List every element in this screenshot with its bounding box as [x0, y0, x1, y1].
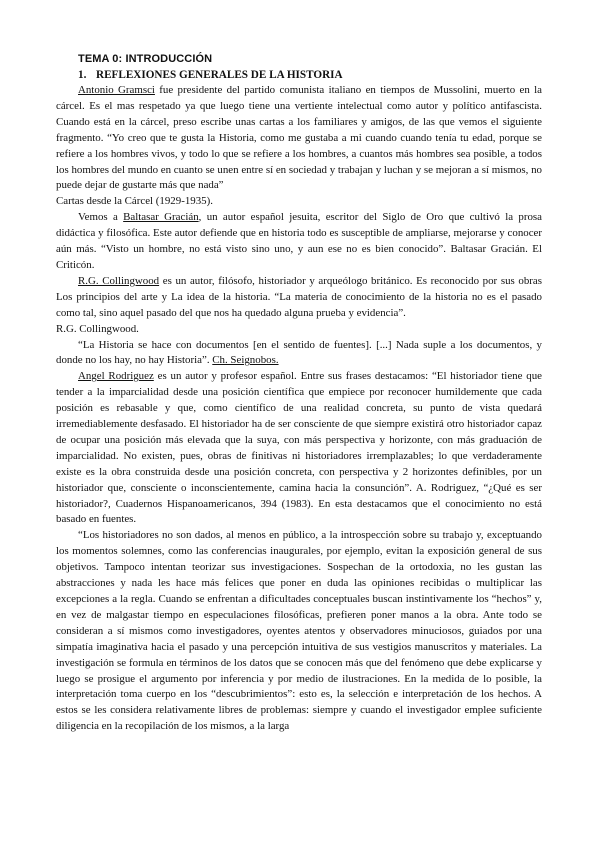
paragraph-gramsci — [56, 83, 542, 194]
paragraph-gracian — [56, 210, 542, 274]
paragraph-historians-quote: “Los historiadores no son dados, al menos en público, a la introspección sobre su trabajo y, exceptuando los momentos solemnes, como las conferencias inaugurales, por ejemplo, evitan la exposición general de sus objetivos. Tampoco intentan teorizar sus investigaciones. Sospechan de la ortodoxia, no les gustan las abstracciones y nada les hace más felices que poner en duda las opiniones recibidas o multiplicar las excepciones a la regla. Cuando se enfrentan a dificultades conceptuales buscan instintivamente los “hechos” y, en vez de malgastar tiempo en especulaciones filosóficas, prefieren poner manos a la obra. Ante todo se consideran a sí mismos como investigadores, oyentes atentos y observadores minuciosos, guiados por una simpatía imaginativa hacia el pasado y una percepción intuitiva de sus vestigios manuscritos y materiales. La investigación se formula en términos de los datos que se conocen más que del fenómeno que debe explicarse y luego se prosigue el argumento por inferencia y por medio de ilustraciones. En la medida de lo posible, la interpretación toma cuerpo en los “descubrimientos”: esto es, la selección e interpretación de los hechos. A estos se les considera relativamente libres de problemas: siempre y cuando el investigador emplee suficiente diligencia en la recopilación de los mismos, a la larga — [56, 529, 542, 733]
author-name-rodriguez: Angel Rodriguez — [78, 370, 154, 383]
paragraph-rodriguez — [56, 369, 542, 528]
paragraph-text: “La Historia se hace con documentos [en el sentido de fuentes]. [...] Nada suple a los documentos, y donde no los hay, no hay Historia”. — [56, 338, 542, 367]
section-title: REFLEXIONES GENERALES DE LA HISTORIA — [96, 69, 343, 81]
paragraph-text: Vemos a — [78, 211, 124, 224]
author-name-gramsci: Antonio Gramsci — [78, 84, 155, 96]
document-page — [56, 52, 542, 735]
author-name-seignobos: Ch. Seignobos. — [212, 354, 279, 367]
author-name-gracian: Baltasar Gracián — [123, 211, 199, 224]
paragraph-text: fue presidente del partido comunista italiano en tiempos de Mussolini, muerto en la cárcel. Es el mas respetado ya que luego tiene una vertiente intelectual como autor y político antifascista. Cuando está en la cárcel, preso escribe unas cartas a los familiares y amigos, de las que vemos el siguiente fragmento. “Yo creo que te gusta la Historia, como me gustaba a mi cuando cuando tenía tu edad, porque se refiere a los hombres vivos, y todo lo que se refiere a los hombres, a cuantos más hombres sea posible, a todos los hombres del mundo en cuanto se unen entre sí en sociedad y trabajan y luchan y se mejoran a sí mismos, no puede dejar de gustarte más que nada” — [56, 84, 542, 192]
section-number: 1. — [78, 69, 87, 81]
topic-heading: TEMA 0: INTRODUCCIÓN — [78, 53, 213, 65]
paragraph-text: , un autor español jesuita, escritor del Siglo de Oro que cultivó la prosa didáctica y filosófica. Este autor defiende que en historia todo es susceptible de ampliarse, mejorarse y conocer aún más. “Visto un hombre, no está visto sino uno, y aun ese no es bien conocido”. Baltasar Gracián. El Criticón. — [56, 211, 542, 271]
paragraph-text: es un autor, filósofo, historiador y arqueólogo británico. Es reconocido por sus obras Los principios del arte y La idea de la historia. “La materia de conocimiento de la historia no es el pasado como tal, sino aquel pasado del que nos ha quedado alguna prueba y evidencia”. — [56, 274, 542, 319]
paragraph-text: es un autor y profesor español. Entre sus frases destacamos: “El historiador tiene que tender a la imparcialidad desde una posición científica que empiece por reconocer humildemente que cada posición es rebasable y que, como científico de una realidad concreta, su punto de vista quedará irremediablemente desfasado. El historiador ha de ser consciente de que siempre existirá otro historiador capaz de ocupar una posición más elevada que la suya, con más perspectiva y horizonte, con más graduación de imparcialidad. No existen, pues, obras de finitivas ni historiadores irremplazables; lo que verdaderamente existe es la obra construida desde una posición concreta, con perspectiva y 2 horizontes definibles, por un historiador que, consciente o inconscientemente, camina hacia la consunción”. A. Rodriguez, “¿Qué es ser historiador?, Cuadernos Hispanoamericanos, 394 (1983). En esta destacamos que el conocimiento no está basado en fuentes. — [56, 370, 542, 526]
paragraph-collingwood — [56, 274, 542, 322]
paragraph-seignobos — [56, 338, 542, 370]
section-heading — [78, 67, 542, 83]
author-name-collingwood: R.G. Collingwood — [78, 274, 160, 287]
citation-gramsci: Cartas desde la Cárcel (1929-1935). — [56, 195, 213, 208]
citation-collingwood: R.G. Collingwood. — [56, 322, 139, 335]
